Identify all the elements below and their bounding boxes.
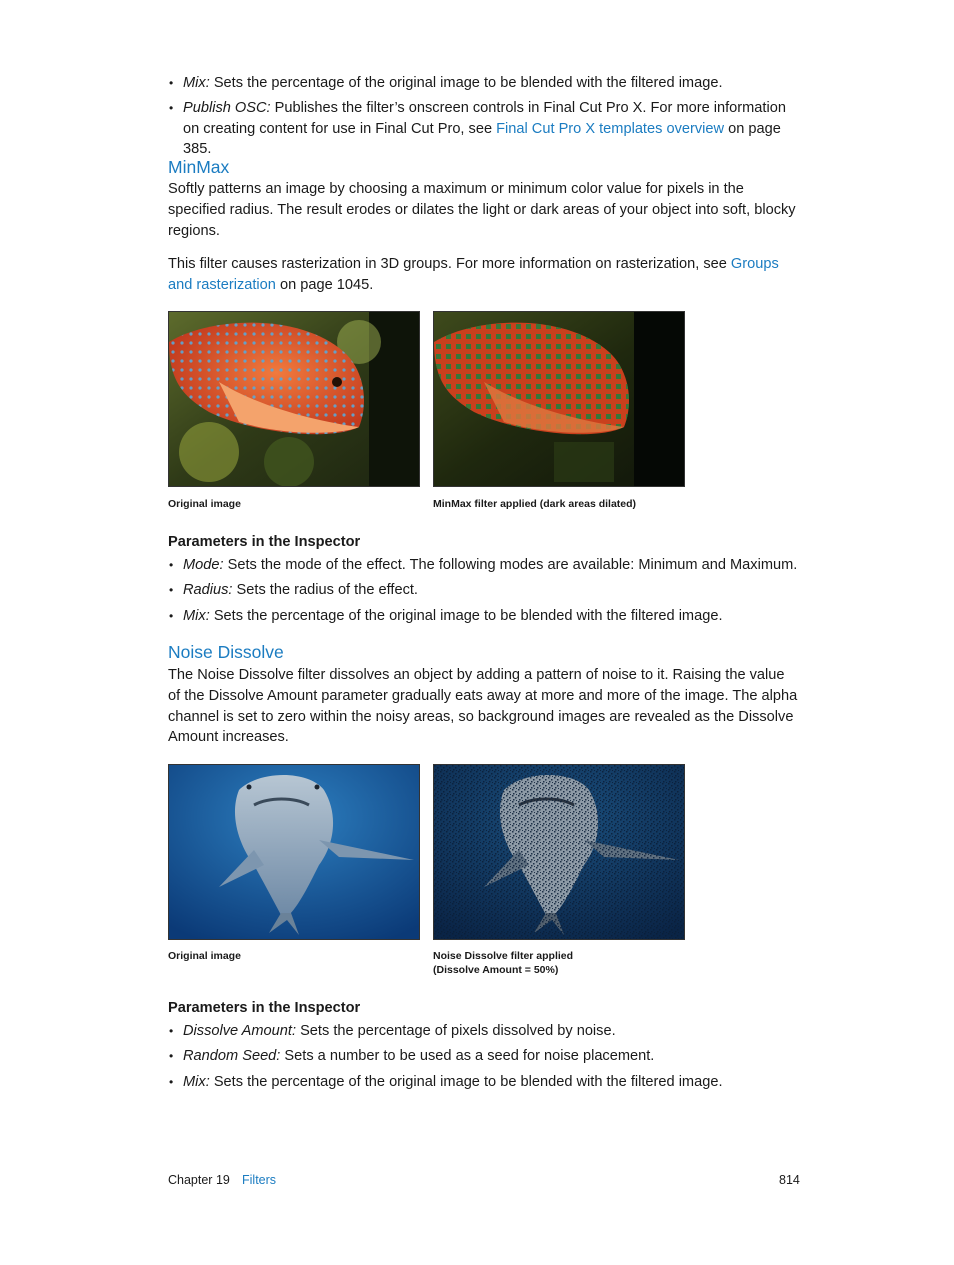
shark-original-image — [168, 764, 420, 940]
minmax-rasterization-note: This filter causes rasterization in 3D groups. For more information on rasterization, see Groups and rasterization on page 1045. — [168, 256, 779, 293]
shark-noise-caption-line1: Noise Dissolve filter applied — [433, 950, 574, 962]
list-item: • Mix: Sets the percentage of the original image to be blended with the filtered image. — [169, 1073, 723, 1090]
templates-overview-link[interactable]: Final Cut Pro X templates overview — [496, 120, 725, 137]
page-number: 814 — [779, 1173, 800, 1187]
footer-chapter: Chapter 19 — [168, 1173, 230, 1187]
list-item: • Radius: Sets the radius of the effect. — [169, 582, 418, 599]
shark-noise-dissolve-image — [433, 764, 685, 940]
param-term: Radius: — [183, 582, 233, 599]
list-item: • Random Seed: Sets a number to be used as a seed for noise placement. — [169, 1048, 655, 1065]
param-term: Mode: — [183, 557, 224, 573]
param-description: Sets the percentage of the original image to be blended with the filtered image. — [209, 1073, 723, 1090]
param-description: Sets the mode of the effect. The following modes are available: Minimum and Maximum. — [223, 557, 798, 573]
list-item: • Dissolve Amount: Sets the percentage of pixels dissolved by noise. — [169, 1023, 616, 1039]
top-bullet-list — [168, 73, 800, 165]
shark-original-caption: Original image — [168, 950, 241, 962]
noise-dissolve-heading: Noise Dissolve — [168, 642, 284, 662]
minmax-heading: MinMax — [168, 157, 230, 177]
list-item: • Publish OSC: Publishes the filter’s onscreen controls in Final Cut Pro X. For more information on creating content for use in Final Cut Pro, see Final Cut Pro X templates overview on page 385. — [169, 100, 786, 158]
list-item: • Mix: Sets the percentage of the original image to be blended with the filtered image. — [169, 607, 723, 624]
param-term: Random Seed: — [183, 1048, 281, 1065]
footer-section-link[interactable]: Filters — [242, 1173, 277, 1187]
param-term: Mix: — [183, 607, 210, 624]
list-item: • Mix: Sets the percentage of the original image to be blended with the filtered image. — [169, 75, 723, 91]
minmax-param-list — [168, 555, 800, 631]
param-description: Sets the percentage of the original image to be blended with the filtered image. — [209, 75, 723, 91]
groups-rasterization-link[interactable]: Groups and rasterization — [168, 256, 779, 293]
minmax-description: Softly patterns an image by choosing a maximum or minimum color value for pixels in the specified radius. The result erodes or dilates the light or dark areas of your object into soft, blocky regions. — [168, 181, 796, 239]
param-term: Mix: — [183, 75, 210, 91]
param-description: Sets a number to be used as a seed for noise placement. — [280, 1048, 655, 1065]
noise-params-heading: Parameters in the Inspector — [168, 1000, 361, 1016]
fish-original-caption: Original image — [168, 498, 241, 510]
param-term: Publish OSC: — [183, 100, 271, 117]
noise-param-list — [168, 1021, 800, 1097]
noise-dissolve-description: The Noise Dissolve filter dissolves an object by adding a pattern of noise to it. Raising the value of the Dissolve Amount parameter gradually eats away at more and more of the image. The alpha channel is set to zero within the noisy areas, so background images are revealed as the Dissolve Amount increases. — [168, 667, 798, 746]
param-description: Sets the radius of the effect. — [232, 582, 418, 599]
shark-noise-caption-line2: (Dissolve Amount = 50%) — [433, 964, 559, 976]
param-description: Publishes the filter’s onscreen controls in Final Cut Pro X. For more information on creating content for use in Final Cut Pro, see — [183, 100, 786, 137]
fish-minmax-caption: MinMax filter applied (dark areas dilated) — [433, 498, 637, 510]
list-item: • Mode: Sets the mode of the effect. The following modes are available: Minimum and Maximum. — [169, 557, 798, 573]
param-term: Mix: — [183, 1073, 210, 1090]
param-description: Sets the percentage of pixels dissolved by noise. — [296, 1023, 616, 1039]
param-term: Dissolve Amount: — [183, 1023, 297, 1039]
param-description: Sets the percentage of the original image to be blended with the filtered image. — [209, 607, 723, 624]
fish-minmax-image — [433, 311, 685, 487]
minmax-params-heading: Parameters in the Inspector — [168, 534, 361, 550]
param-description-tail: on page 385. — [183, 120, 781, 158]
fish-original-image — [168, 311, 420, 487]
